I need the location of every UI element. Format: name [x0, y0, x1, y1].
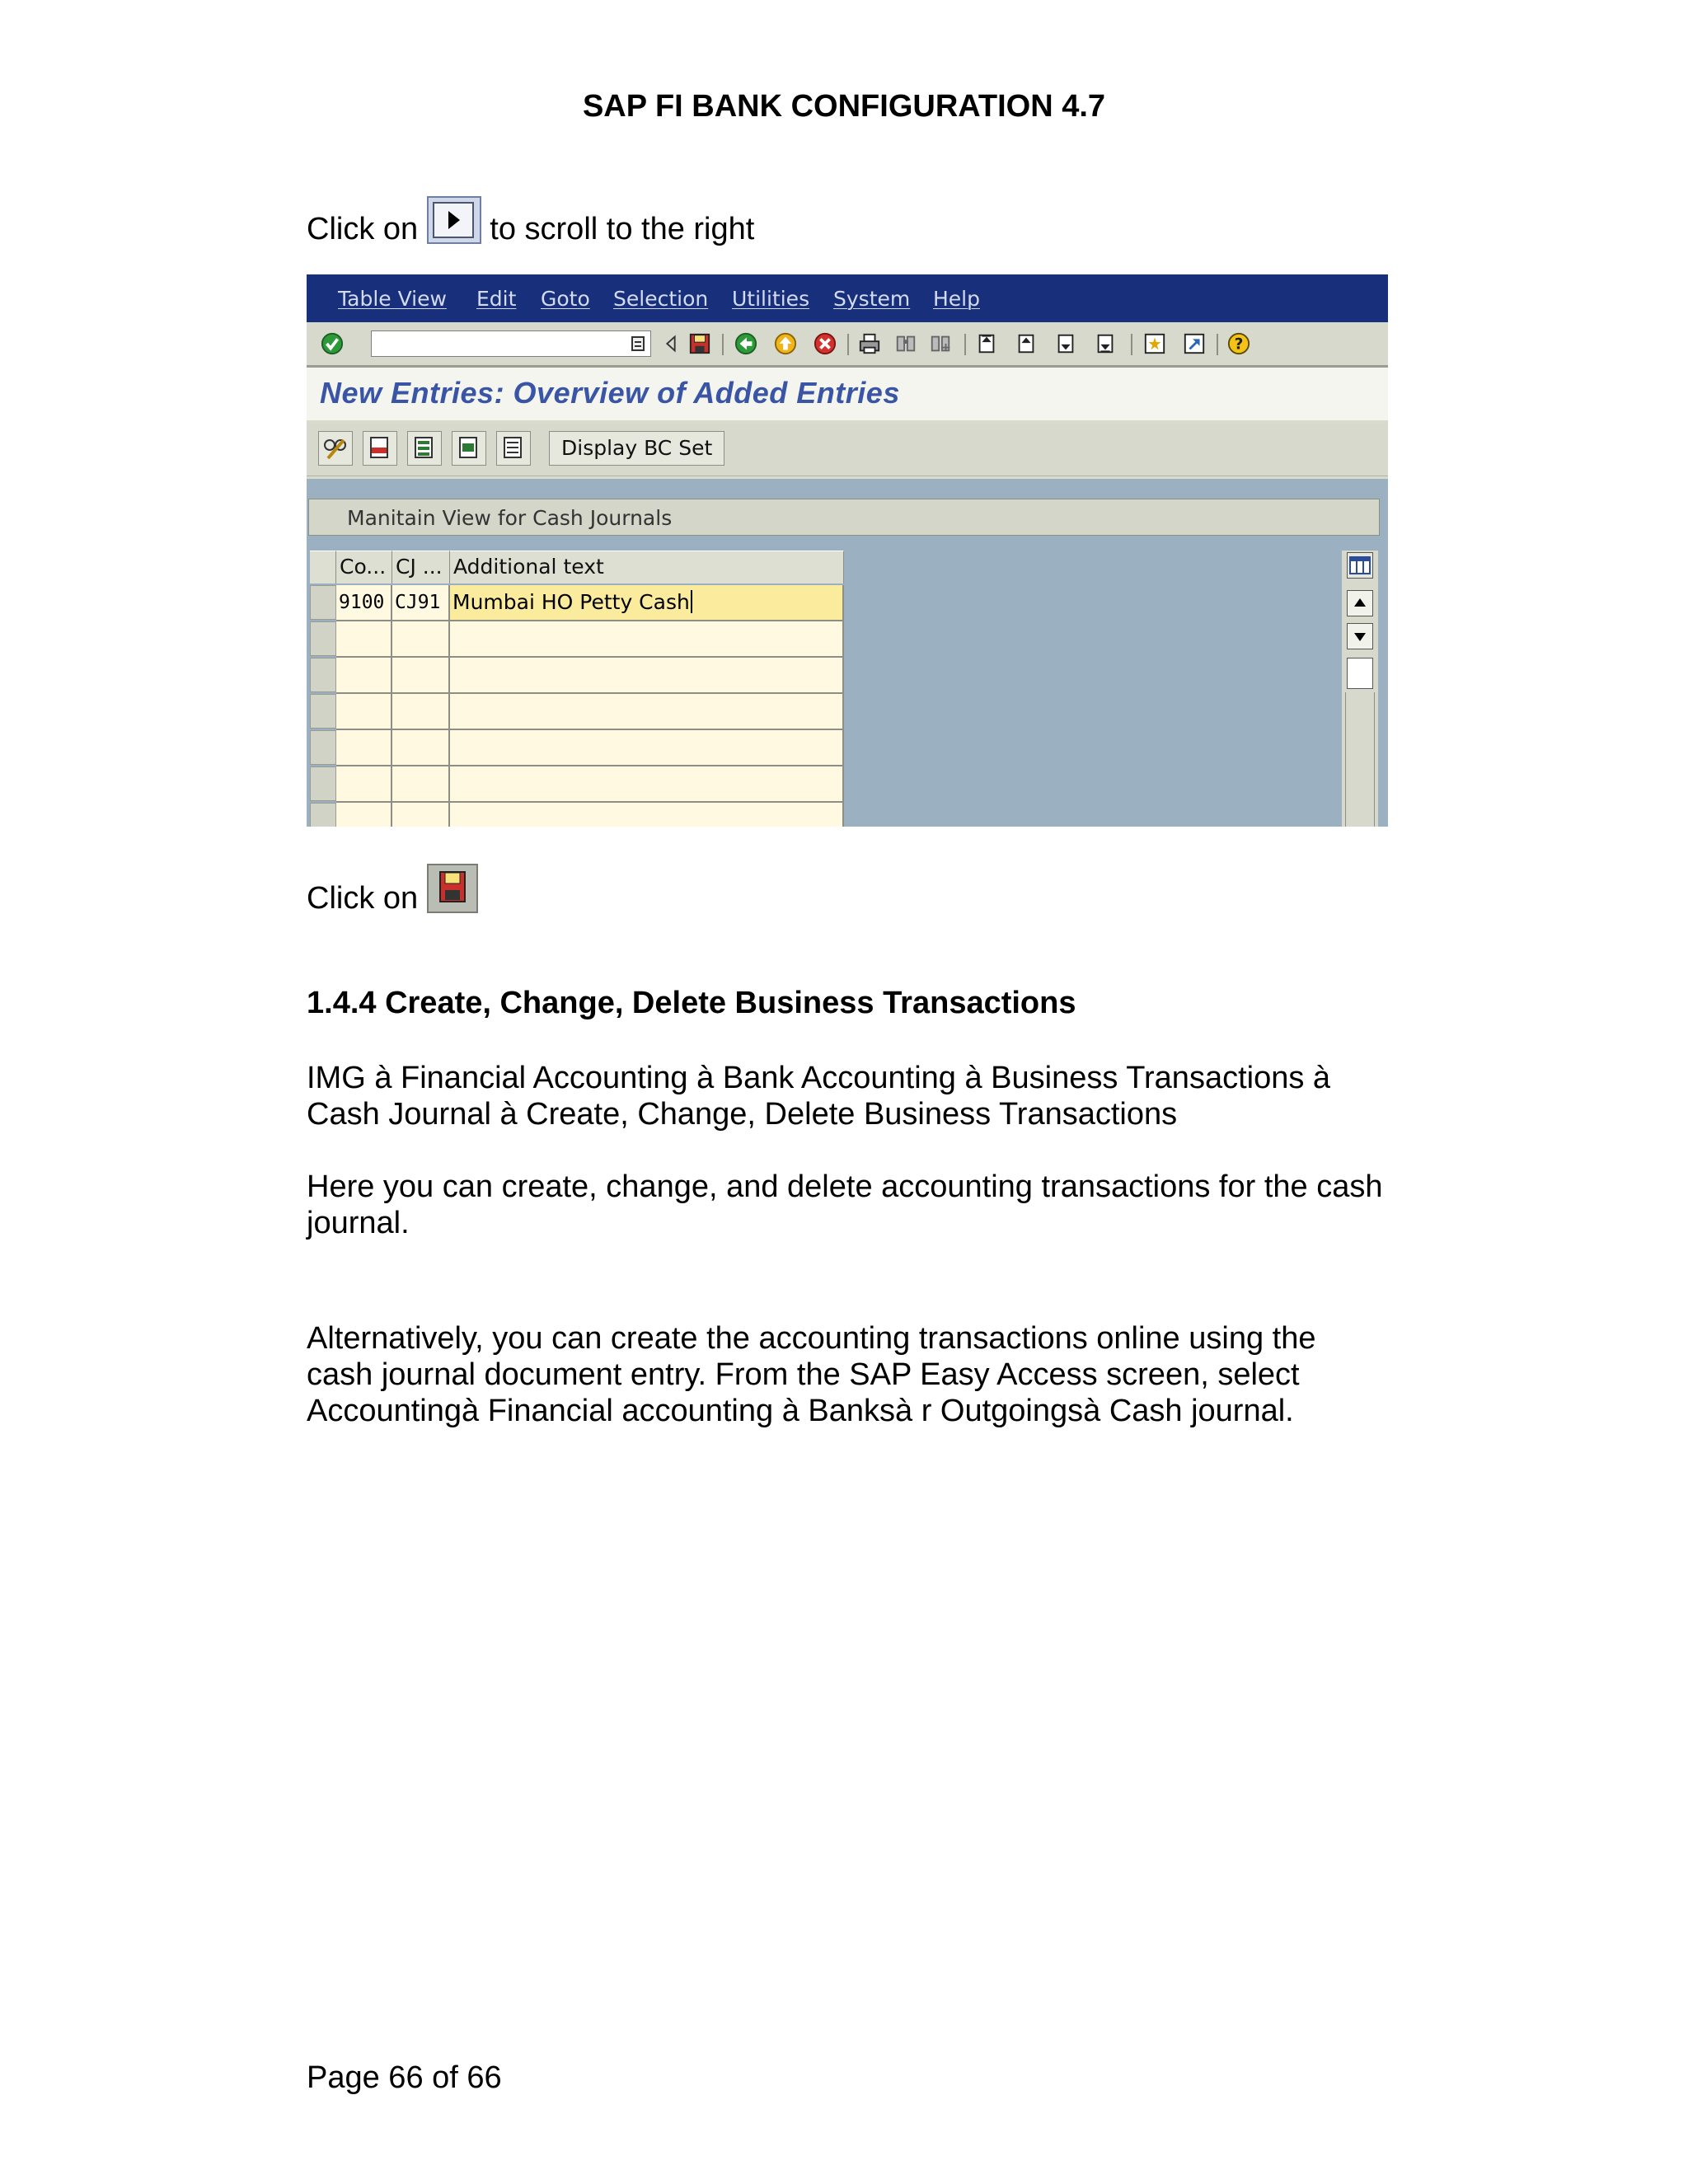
company-code-cell[interactable] — [336, 621, 392, 658]
enter-check-icon[interactable] — [320, 332, 345, 355]
company-code-cell[interactable] — [336, 766, 392, 803]
scroll-track[interactable] — [1345, 692, 1375, 827]
paragraph-line: journal. — [307, 1206, 410, 1240]
menu-goto[interactable]: Goto — [541, 287, 590, 311]
text-cursor — [691, 590, 692, 613]
save-icon[interactable] — [687, 332, 712, 355]
menu-edit[interactable]: Edit — [476, 287, 517, 311]
scroll-instruction-pre: Click on — [307, 212, 419, 246]
command-history-icon[interactable] — [631, 335, 645, 352]
img-path-line: Cash Journal à Create, Change, Delete Business Transactions — [307, 1097, 1178, 1132]
collapse-arrow-icon[interactable] — [663, 332, 679, 355]
deselect-all-button[interactable] — [496, 431, 531, 466]
additional-text-cell[interactable] — [450, 585, 844, 621]
print-icon[interactable] — [857, 332, 882, 355]
menu-system[interactable]: System — [833, 287, 911, 311]
first-page-icon[interactable] — [974, 332, 999, 355]
column-header-additional-text[interactable]: Additional text — [450, 551, 844, 583]
row-selector[interactable] — [310, 621, 336, 656]
table-settings-icon — [1348, 553, 1372, 578]
scroll-thumb[interactable] — [1347, 658, 1373, 689]
application-toolbar — [307, 423, 1388, 476]
sap-standard-toolbar — [307, 322, 1388, 368]
find-next-icon[interactable] — [928, 332, 953, 355]
screen-title: New Entries: Overview of Added Entries — [320, 376, 900, 410]
back-icon[interactable] — [734, 332, 758, 355]
delete-entry-button[interactable] — [363, 431, 397, 466]
help-icon[interactable] — [1226, 332, 1251, 355]
img-path-line: IMG à Financial Accounting à Bank Accounting à Business Transactions à — [307, 1061, 1331, 1095]
cash-journal-cell[interactable] — [392, 730, 450, 766]
row-selector[interactable] — [310, 803, 336, 827]
company-code-cell[interactable] — [336, 694, 392, 730]
company-code-cell[interactable] — [336, 730, 392, 766]
menu-help[interactable]: Help — [933, 287, 980, 311]
display-bc-set-button[interactable]: Display BC Set — [549, 431, 724, 466]
cancel-icon[interactable] — [813, 332, 837, 355]
find-icon[interactable] — [893, 332, 918, 355]
row-selector[interactable] — [310, 766, 336, 801]
last-page-icon[interactable] — [1093, 332, 1118, 355]
row-selector[interactable] — [310, 585, 336, 620]
shortcut-icon[interactable] — [1182, 332, 1207, 355]
cash-journal-cell[interactable]: CJ91 — [392, 585, 450, 621]
paragraph-line: Accountingà Financial accounting à Banksà r Outgoingsà Cash journal. — [307, 1394, 1294, 1428]
previous-page-icon[interactable] — [1014, 332, 1039, 355]
cash-journal-cell[interactable] — [392, 694, 450, 730]
scroll-up-button[interactable] — [1347, 590, 1373, 616]
additional-text-cell[interactable] — [450, 730, 844, 766]
table-title: Manitain View for Cash Journals — [347, 506, 673, 530]
alternative-paragraph — [307, 1320, 1388, 1429]
column-header-company-code[interactable]: Co... — [336, 551, 392, 583]
create-session-icon[interactable] — [1142, 332, 1167, 355]
row-selector[interactable] — [310, 694, 336, 729]
additional-text-value: Mumbai HO Petty Cash — [452, 590, 690, 614]
scroll-instruction — [307, 196, 754, 252]
scroll-down-button[interactable] — [1347, 623, 1373, 649]
scroll-instruction-post: to scroll to the right — [490, 212, 755, 246]
select-all-icon — [408, 432, 441, 465]
company-code-cell[interactable] — [336, 803, 392, 827]
arrow-up-icon — [1348, 591, 1372, 616]
additional-text-cell[interactable] — [450, 621, 844, 658]
description-paragraph — [307, 1169, 1388, 1241]
table-control-header — [308, 499, 1380, 536]
screen-title-bar — [307, 368, 1388, 420]
svg-text:?: ? — [1234, 335, 1244, 354]
section-heading: 1.4.4 Create, Change, Delete Business Transactions — [307, 986, 1076, 1020]
next-page-icon[interactable] — [1053, 332, 1078, 355]
paragraph-line: Here you can create, change, and delete accounting transactions for the cash — [307, 1169, 1383, 1204]
company-code-cell[interactable] — [336, 658, 392, 694]
paragraph-line: Alternatively, you can create the accounting transactions online using the — [307, 1321, 1316, 1356]
column-config-button[interactable] — [1347, 552, 1373, 579]
column-header-cash-journal[interactable]: CJ ... — [392, 551, 450, 583]
sap-screenshot — [307, 274, 1388, 827]
select-block-icon — [452, 432, 485, 465]
select-block-button[interactable] — [452, 431, 486, 466]
menu-table-view[interactable]: Table View — [338, 287, 447, 311]
img-path — [307, 1060, 1388, 1132]
save-instruction-pre: Click on — [307, 881, 419, 916]
cash-journal-cell[interactable] — [392, 621, 450, 658]
row-selector[interactable] — [310, 730, 336, 765]
vertical-scrollbar[interactable] — [1342, 551, 1378, 827]
page-number: Page 66 of 66 — [307, 2060, 502, 2095]
exit-icon[interactable] — [773, 332, 798, 355]
deselect-all-icon — [497, 432, 530, 465]
display-change-button[interactable] — [318, 431, 353, 466]
save-instruction — [307, 864, 478, 921]
cash-journal-cell[interactable] — [392, 803, 450, 827]
cash-journal-cell[interactable] — [392, 658, 450, 694]
arrow-down-icon — [1348, 624, 1372, 649]
menu-utilities[interactable]: Utilities — [732, 287, 810, 311]
save-icon — [427, 864, 478, 921]
cash-journal-cell[interactable] — [392, 766, 450, 803]
row-selector[interactable] — [310, 658, 336, 692]
page-title: SAP FI BANK CONFIGURATION 4.7 — [582, 89, 1106, 124]
scroll-right-icon — [427, 196, 481, 252]
additional-text-cell[interactable] — [450, 803, 844, 827]
menu-selection[interactable]: Selection — [613, 287, 709, 311]
sap-menu-bar — [307, 274, 1388, 322]
additional-text-cell[interactable] — [450, 694, 844, 730]
company-code-cell[interactable]: 9100 — [336, 585, 392, 621]
command-field[interactable] — [371, 330, 651, 357]
delete-row-icon — [363, 432, 396, 465]
additional-text-cell[interactable] — [450, 658, 844, 694]
paragraph-line: cash journal document entry. From the SAP Easy Access screen, select — [307, 1357, 1300, 1392]
glasses-pencil-icon — [319, 432, 352, 465]
select-all-button[interactable] — [407, 431, 442, 466]
additional-text-cell[interactable] — [450, 766, 844, 803]
select-all-rows-cell[interactable] — [310, 551, 336, 583]
